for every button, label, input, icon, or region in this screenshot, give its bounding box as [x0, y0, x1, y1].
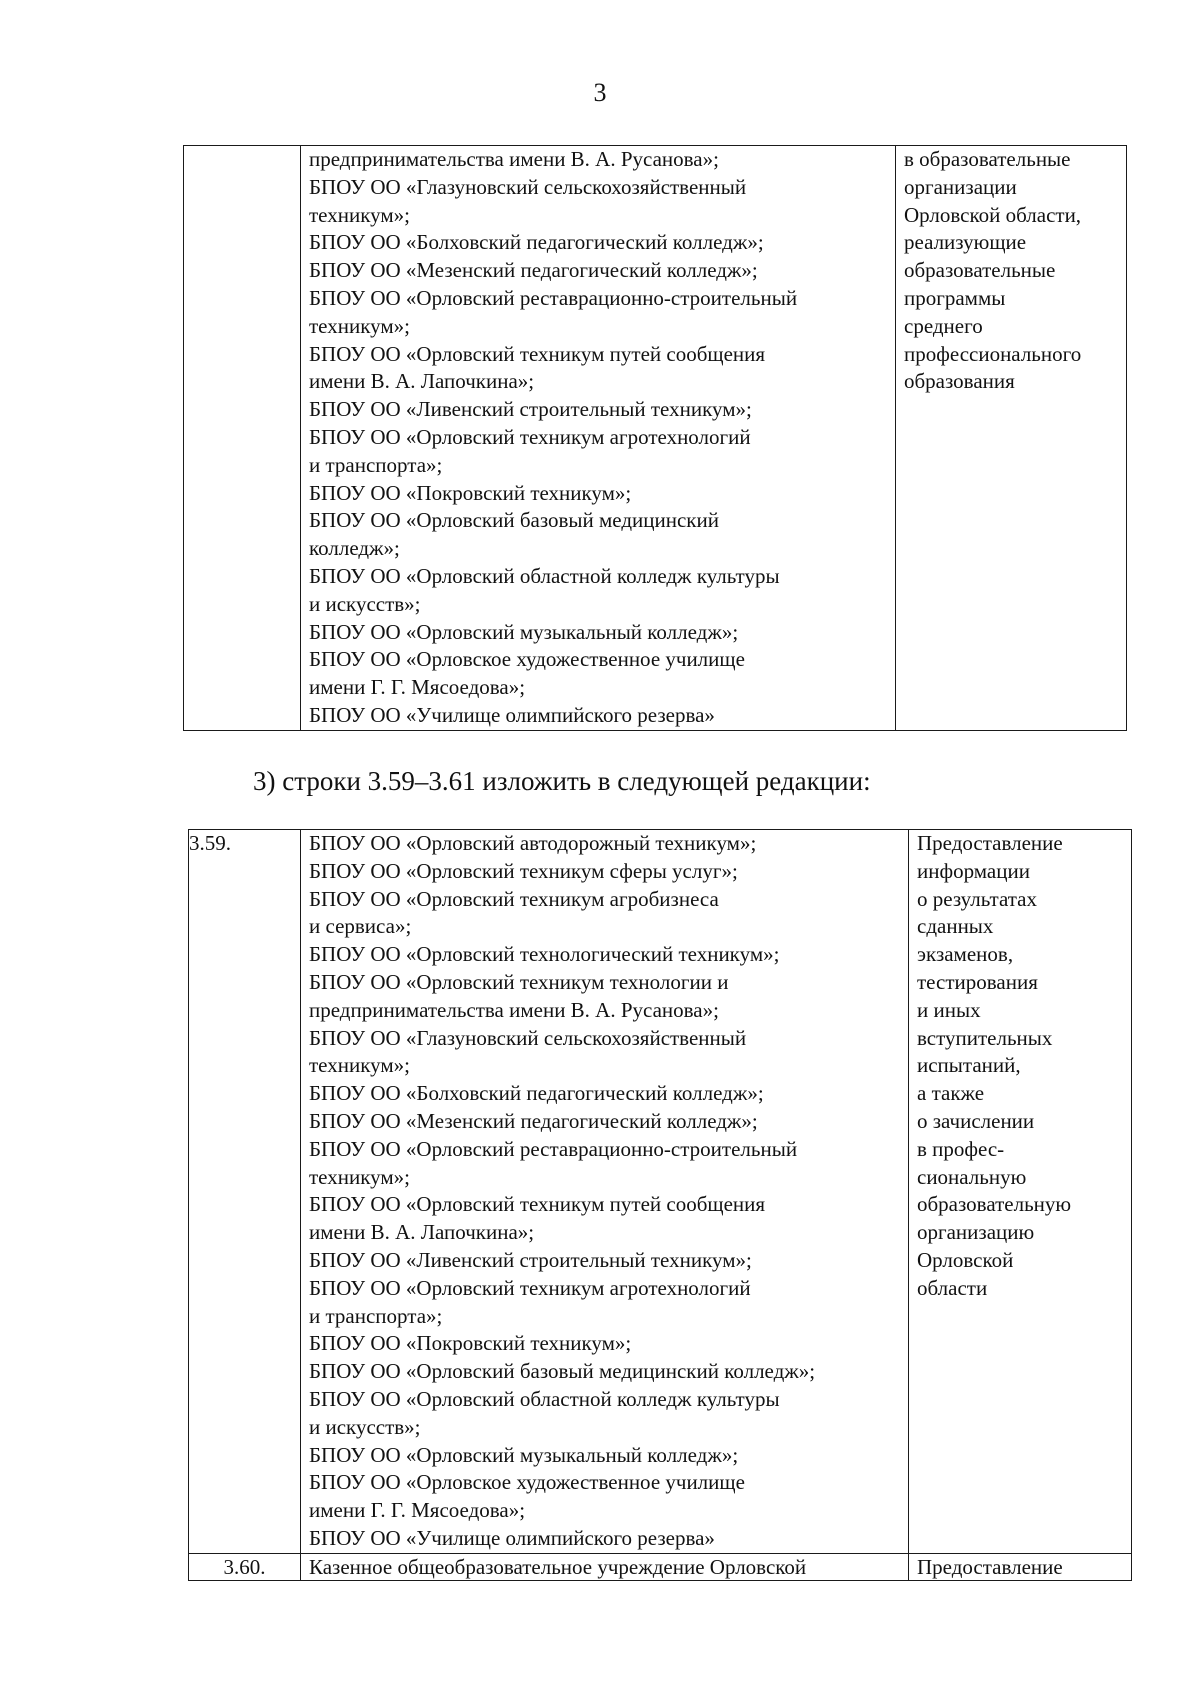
text-line: БПОУ ОО «Покровский техникум»; — [309, 480, 632, 505]
text-line: и транспорта»; — [309, 452, 443, 477]
text-line: БПОУ ОО «Орловский технологический техникум»; — [309, 942, 780, 967]
text-line: образовательную — [917, 1192, 1072, 1217]
text-line: в профес- — [917, 1136, 1005, 1161]
table-continuation — [183, 145, 1127, 731]
text-line: БПОУ ОО «Орловский техникум путей сообщения — [309, 341, 766, 366]
text-line: БПОУ ОО «Болховский педагогический колледж»; — [309, 1081, 764, 1106]
text-line: имени В. А. Лапочкина»; — [309, 369, 535, 394]
text-line: программы — [904, 285, 1006, 310]
text-line: сданных — [917, 914, 994, 939]
text-line: БПОУ ОО «Мезенский педагогический колледж»; — [309, 258, 758, 283]
text-line: информации — [917, 858, 1030, 883]
row-number: 3.59. — [189, 830, 301, 1554]
text-line: Орловской — [917, 1247, 1014, 1272]
row-number-cell — [184, 146, 301, 731]
table-row — [189, 830, 1132, 1554]
text-line: и иных — [917, 997, 981, 1022]
institution-cell: Казенное общеобразовательное учреждение Орловской — [301, 1553, 909, 1580]
text-line: организацию — [917, 1220, 1035, 1245]
text-line: о результатах — [917, 886, 1037, 911]
text-line: БПОУ ОО «Ливенский строительный техникум»; — [309, 1247, 752, 1272]
text-line: профессионального — [904, 341, 1082, 366]
service-cell — [896, 146, 1127, 731]
text-line: БПОУ ОО «Орловский техникум технологии и — [309, 969, 729, 994]
row-number: 3.60. — [189, 1553, 301, 1580]
amendment-instruction: 3) строки 3.59–3.61 изложить в следующей редакции: — [253, 766, 871, 796]
text-line: БПОУ ОО «Орловский техникум агробизнеса — [309, 886, 719, 911]
page-number: 3 — [593, 78, 607, 107]
text-line: БПОУ ОО «Орловский базовый медицинский колледж»; — [309, 1359, 816, 1384]
table-row — [184, 146, 1127, 731]
text-line: и искусств»; — [309, 1414, 421, 1439]
text-line: и сервиса»; — [309, 914, 412, 939]
text-line: БПОУ ОО «Орловский техникум путей сообщения — [309, 1192, 766, 1217]
text-line: БПОУ ОО «Орловский базовый медицинский — [309, 508, 719, 533]
text-line: предпринимательства имени В. А. Русанова»; — [309, 147, 719, 171]
text-line: предпринимательства имени В. А. Русанова»; — [309, 997, 719, 1022]
text-line: вступительных — [917, 1025, 1053, 1050]
text-line: и искусств»; — [309, 591, 421, 616]
text-line: БПОУ ОО «Училище олимпийского резерва» — [309, 1525, 715, 1550]
text-line: БПОУ ОО «Болховский педагогический колледж»; — [309, 230, 764, 255]
text-line: техникум»; — [309, 1164, 410, 1189]
text-line: техникум»; — [309, 313, 410, 338]
service-description — [917, 830, 1131, 1303]
text-line: БПОУ ОО «Орловское художественное училище — [309, 1470, 745, 1495]
text-line: организации — [904, 174, 1017, 199]
text-line: испытаний, — [917, 1053, 1021, 1078]
text-line: экзаменов, — [917, 942, 1014, 967]
text-line: Орловской области, — [904, 202, 1082, 227]
text-line: образовательные — [904, 258, 1056, 283]
text-line: техникум»; — [309, 202, 410, 227]
text-line: БПОУ ОО «Училище олимпийского резерва» — [309, 702, 715, 727]
text-line: БПОУ ОО «Орловское художественное училище — [309, 647, 745, 672]
text-line: БПОУ ОО «Глазуновский сельскохозяйственный — [309, 1025, 747, 1050]
service-cell — [909, 830, 1132, 1554]
text-line: образования — [904, 369, 1015, 394]
text-line: БПОУ ОО «Орловский реставрационно-строительный — [309, 1136, 798, 1161]
institutions-cell — [301, 830, 909, 1554]
text-line: БПОУ ОО «Мезенский педагогический колледж»; — [309, 1108, 758, 1133]
text-line: БПОУ ОО «Покровский техникум»; — [309, 1331, 632, 1356]
text-line: колледж»; — [309, 536, 400, 561]
text-line: о зачислении — [917, 1108, 1035, 1133]
text-line: БПОУ ОО «Орловский музыкальный колледж»; — [309, 619, 739, 644]
text-line: сиональную — [917, 1164, 1027, 1189]
text-line: Предоставление — [917, 831, 1063, 855]
text-line: БПОУ ОО «Орловский техникум сферы услуг»; — [309, 858, 738, 883]
text-line: а также — [917, 1081, 985, 1106]
text-line: БПОУ ОО «Орловский реставрационно-строительный — [309, 285, 798, 310]
text-line: БПОУ ОО «Орловский автодорожный техникум»; — [309, 831, 757, 855]
text-line: БПОУ ОО «Орловский техникум агротехнологий — [309, 424, 751, 449]
text-line: БПОУ ОО «Ливенский строительный техникум»; — [309, 397, 752, 422]
text-line: БПОУ ОО «Орловский областной колледж культуры — [309, 563, 780, 588]
text-line: в образовательные — [904, 147, 1071, 171]
table-row — [189, 1553, 1132, 1580]
text-line: имени Г. Г. Мясоедова»; — [309, 1498, 526, 1523]
institutions-list — [309, 830, 908, 1553]
text-line: БПОУ ОО «Глазуновский сельскохозяйственный — [309, 174, 747, 199]
institutions-cell — [301, 146, 896, 731]
service-cell: Предоставление — [909, 1553, 1132, 1580]
institutions-list — [309, 146, 895, 730]
text-line: БПОУ ОО «Орловский техникум агротехнологий — [309, 1275, 751, 1300]
text-line: БПОУ ОО «Орловский музыкальный колледж»; — [309, 1442, 739, 1467]
text-line: БПОУ ОО «Орловский областной колледж культуры — [309, 1386, 780, 1411]
text-line: области — [917, 1275, 988, 1300]
text-line: имени Г. Г. Мясоедова»; — [309, 675, 526, 700]
text-line: техникум»; — [309, 1053, 410, 1078]
text-line: среднего — [904, 313, 983, 338]
text-line: реализующие — [904, 230, 1027, 255]
service-description — [904, 146, 1126, 396]
table-amended-rows — [188, 829, 1132, 1581]
text-line: тестирования — [917, 969, 1038, 994]
text-line: и транспорта»; — [309, 1303, 443, 1328]
text-line: имени В. А. Лапочкина»; — [309, 1220, 535, 1245]
